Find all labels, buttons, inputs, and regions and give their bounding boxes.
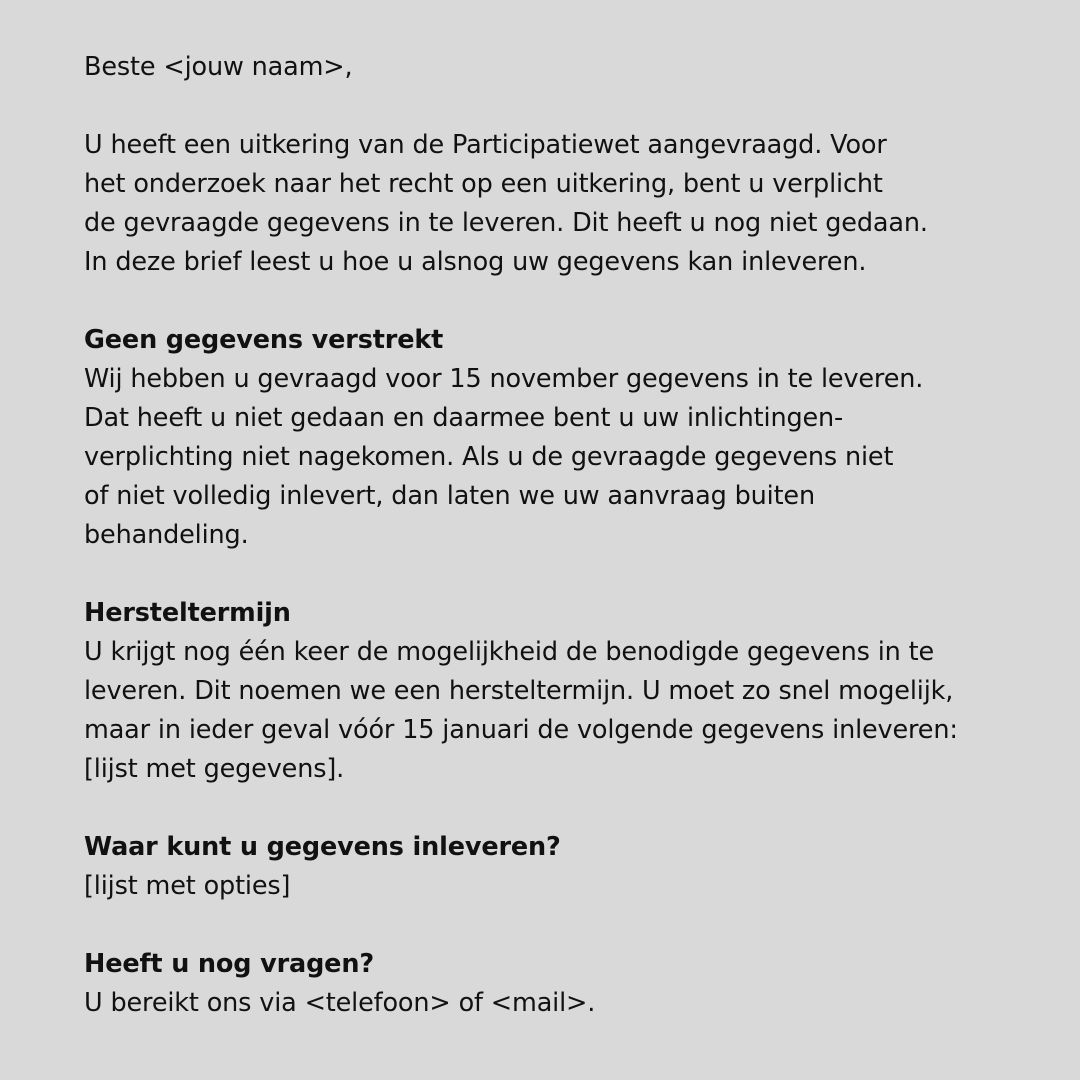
section-geen-gegevens: [84, 321, 1040, 555]
section-line: of niet volledig inlevert, dan laten we uw aanvraag buiten: [84, 481, 815, 511]
section-line: maar in ieder geval vóór 15 januari de volgende gegevens inleveren:: [84, 715, 958, 745]
paragraph-gap: [84, 555, 1040, 594]
section-line: Wij hebben u gevraagd voor 15 november gegevens in te leveren.: [84, 364, 924, 394]
paragraph-gap: [84, 87, 1040, 126]
section-line: U bereikt ons via <telefoon> of <mail>.: [84, 988, 596, 1018]
section-heading: Hersteltermijn: [84, 598, 291, 628]
section-vragen: [84, 945, 1040, 1023]
section-line: behandeling.: [84, 520, 249, 550]
intro-paragraph: [84, 126, 1040, 282]
section-heading: Waar kunt u gegevens inleveren?: [84, 832, 561, 862]
paragraph-gap: [84, 282, 1040, 321]
section-line: [lijst met opties]: [84, 871, 291, 901]
intro-line: de gevraagde gegevens in te leveren. Dit heeft u nog niet gedaan.: [84, 208, 928, 238]
paragraph-gap: [84, 789, 1040, 828]
section-heading: Geen gegevens verstrekt: [84, 325, 444, 355]
section-waar-inleveren: [84, 828, 1040, 906]
intro-line: het onderzoek naar het recht op een uitkering, bent u verplicht: [84, 169, 883, 199]
section-line: U krijgt nog één keer de mogelijkheid de benodigde gegevens in te: [84, 637, 934, 667]
section-heading: Heeft u nog vragen?: [84, 949, 374, 979]
section-line: leveren. Dit noemen we een hersteltermijn. U moet zo snel mogelijk,: [84, 676, 954, 706]
section-line: verplichting niet nagekomen. Als u de gevraagde gegevens niet: [84, 442, 894, 472]
paragraph-gap: [84, 906, 1040, 945]
intro-line: In deze brief leest u hoe u alsnog uw gegevens kan inleveren.: [84, 247, 867, 277]
intro-line: U heeft een uitkering van de Participatiewet aangevraagd. Voor: [84, 130, 887, 160]
section-hersteltermijn: [84, 594, 1040, 789]
salutation: Beste <jouw naam>,: [84, 52, 353, 82]
section-line: [lijst met gegevens].: [84, 754, 345, 784]
section-line: Dat heeft u niet gedaan en daarmee bent u uw inlichtingen-: [84, 403, 844, 433]
